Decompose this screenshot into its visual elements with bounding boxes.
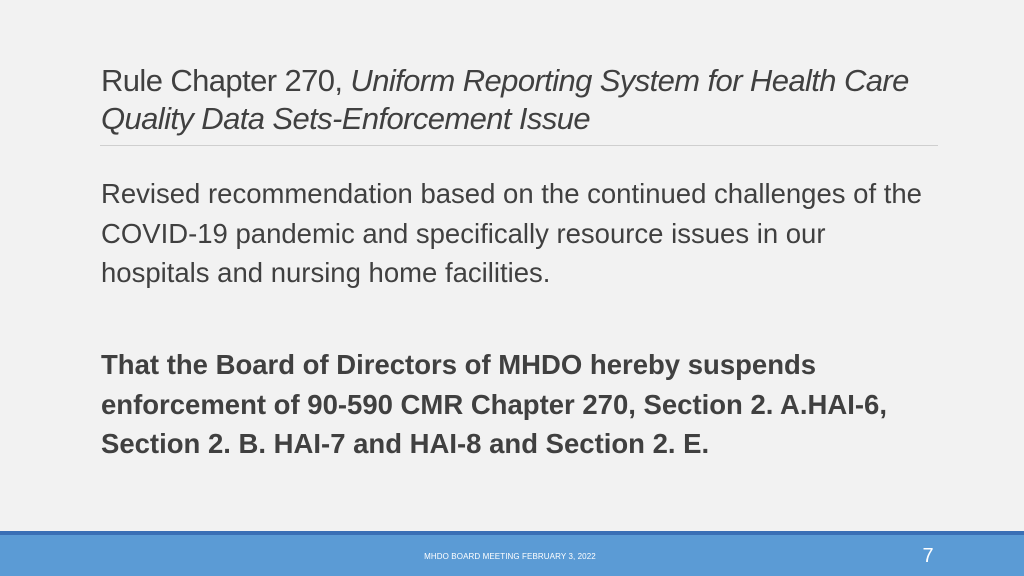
page-number: 7 [922,545,934,567]
body-paragraph: Revised recommendation based on the continued challenges of the COVID-19 pandemic and specifically resource issues in our hospitals and nursing home facilities. [101,178,922,288]
title-divider [100,145,938,146]
slide-title-italic: Uniform Reporting System for Health Care Quality Data Sets-Enforcement Issue [101,63,909,136]
motion-paragraph: That the Board of Directors of MHDO hereby suspends enforcement of 90-590 CMR Chapter 270, Section 2. A.HAI-6, Section 2. B. HAI-7 and HAI-8 and Section 2. E. [101,349,887,459]
slide-title-plain: Rule Chapter 270, [101,63,351,98]
slide-title [101,62,941,138]
footer-text: MHDO BOARD MEETING FEBRUARY 3, 2022 [424,552,596,561]
